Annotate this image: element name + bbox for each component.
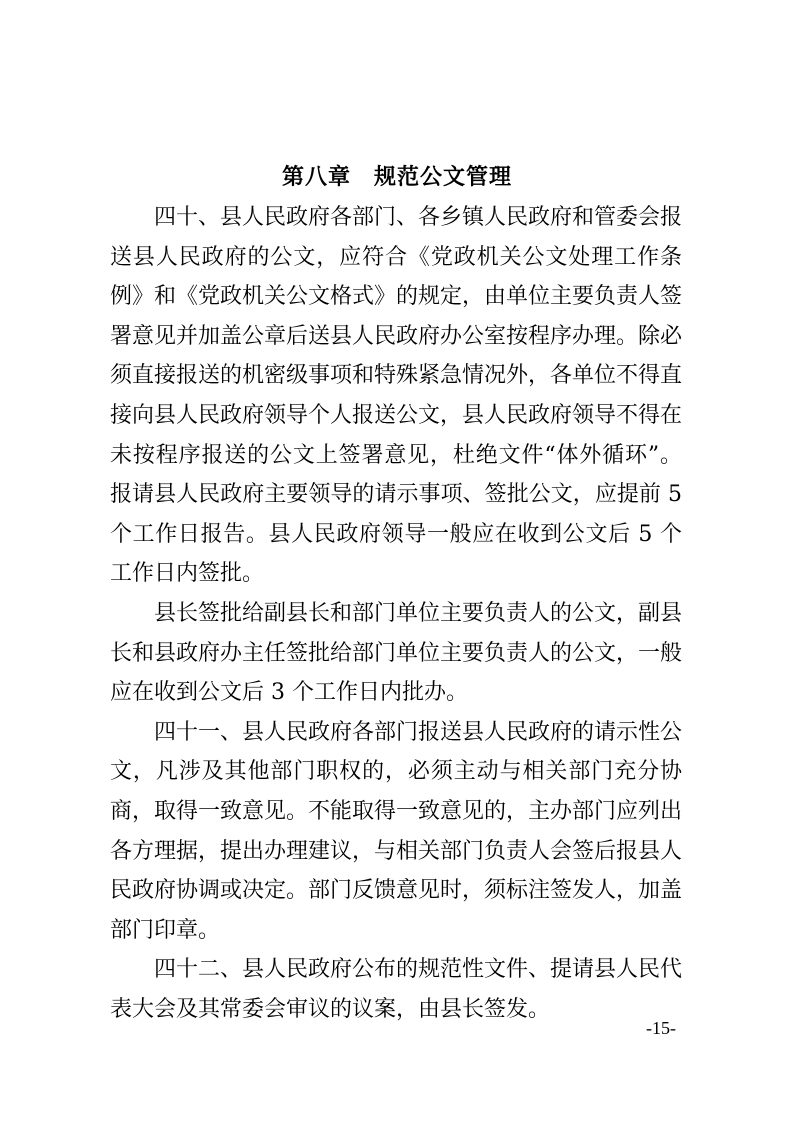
page-number: -15- (646, 1018, 676, 1038)
paragraph-county-head-signing: 县长签批给副县长和部门单位主要负责人的公文，副县长和县政府办主任签批给部门单位主要负责人的公文，一般应在收到公文后 3 个工作日内批办。 (110, 600, 683, 706)
chapter-title: 第八章 规范公文管理 (281, 165, 512, 190)
paragraph-article-40: 四十、县人民政府各部门、各乡镇人民政府和管委会报送县人民政府的公文，应符合《党政机关公文处理工作条例》和《党政机关公文格式》的规定，由单位主要负责人签署意见并加盖公章后送县人民政府办公室按程序办理。除必须直接报送的机密级事项和特殊紧急情况外，各单位不得直接向县人民政府领导个人报送公文，县人民政府领导不得在未按程序报送的公文上签署意见，杜绝文件“体外循环”。报请县人民政府主要领导的请示事项、签批公文，应提前 5 个工作日报告。县人民政府领导一般应在收到公文后 5 个工作日内签批。 (110, 205, 683, 587)
paragraph-article-41: 四十一、县人民政府各部门报送县人民政府的请示性公文，凡涉及其他部门职权的，必须主动与相关部门充分协商，取得一致意见。不能取得一致意见的，主办部门应列出各方理据，提出办理建议，与相关部门负责人会签后报县人民政府协调或决定。部门反馈意见时，须标注签发人，加盖部门印章。 (110, 719, 683, 943)
paragraph-article-42: 四十二、县人民政府公布的规范性文件、提请县人民代表大会及其常委会审议的议案，由县长签发。 (110, 957, 683, 1022)
body-text (110, 198, 682, 1029)
